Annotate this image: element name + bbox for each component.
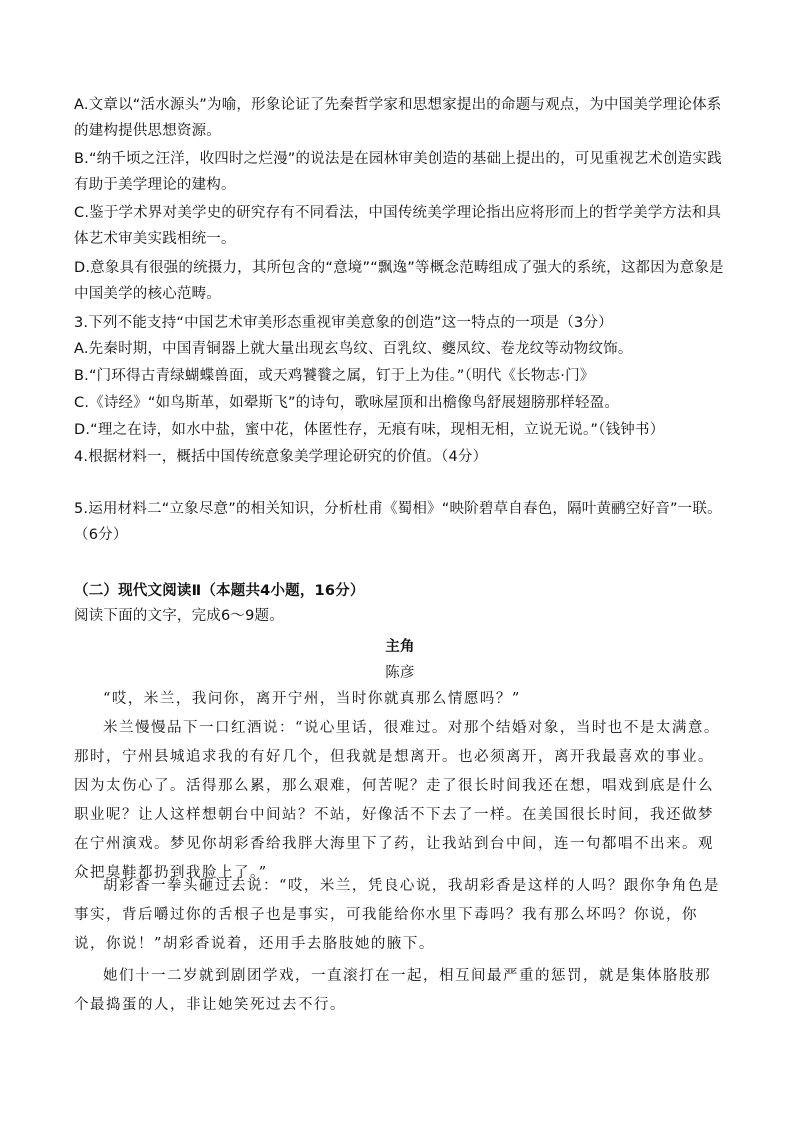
- story-paragraph: 胡彩香一拳头砸过去说：“哎，米兰，凭良心说，我胡彩香是这样的人吗？跟你争角色是事实，背后嚼过你的舌根子也是事实，可我能给你水里下毒吗？我有那么坏吗？你说，你说，你说！”胡彩香说着，还用手去胳肢她的腋下。: [74, 878, 720, 952]
- story-paragraph: “哎，米兰，我问你，离开宁州，当时你就真那么情愿吗？”: [103, 691, 521, 707]
- question-5: 5.运用材料二“立象尽意”的相关知识，分析杜甫《蜀相》“映阶碧草自春色，隔叶黄鹂空好音”一联。（6分）: [74, 501, 722, 543]
- story-paragraph: 米兰慢慢品下一口红酒说：“说心里话，很难过。对那个结婚对象，当时也不是太满意。那时，宁州县城追求我的有好几个，但我就是想离开。也必须离开，离开我最喜欢的事业。因为太伤心了。活得那么累，那么艰难，何苦呢？走了很长时间我还在想，唱戏到底是什么职业呢？让人这样想朝台中间站？不站，好像活不下去了一样。在美国很长时间，我还做梦在宁州演戏。梦见你胡彩香给我胖大海里下了药，让我站到台中间，连一句都唱不出来。观众把臭鞋都扔到我脸上了。”: [74, 720, 720, 881]
- option-d: D.意象具有很强的统摄力，其所包含的“意境”“飘逸”等概念范畴组成了强大的系统，这都因为意象是中国美学的核心范畴。: [74, 260, 724, 302]
- option-c: C.鉴于学术界对美学史的研究存有不同看法，中国传统美学理论指出应将形而上的哲学美学方法和具体艺术审美实践相统一。: [74, 205, 722, 247]
- option-a: A.文章以“活水源头”为喻，形象论证了先秦哲学家和思想家提出的命题与观点，为中国美学理论体系的建构提供思想资源。: [74, 97, 722, 139]
- question-3-option-b: B.“门环得古青绿蝴蝶兽面，或天鸡饕餮之属，钉于上为佳。”（明代《长物志·门》: [74, 368, 595, 384]
- section-heading: （二）现代文阅读Ⅱ（本题共4小题，16分）: [74, 583, 365, 599]
- question-4: 4.根据材料一，概括中国传统意象美学理论研究的价值。（4分）: [74, 449, 488, 465]
- question-3-option-d: D.“理之在诗，如水中盐，蜜中花，体匿性存，无痕有味，现相无相，立说无说。”（钱钟书）: [74, 422, 665, 438]
- story-paragraph: 她们十一二岁就到剧团学戏，一直滚打在一起，相互间最严重的惩罚，就是集体胳肢那个最捣蛋的人，非让她笑死过去不行。: [74, 968, 711, 1013]
- question-3-option-a: A.先秦时期，中国青铜器上就大量出现玄鸟纹、百乳纹、夔凤纹、卷龙纹等动物纹饰。: [74, 341, 633, 357]
- option-b: B.“纳千顷之汪洋，收四时之烂漫”的说法是在园林审美创造的基础上提出的，可见重视艺术创造实践有助于美学理论的建构。: [74, 151, 722, 193]
- question-3: 3.下列不能支持“中国艺术审美形态重视审美意象的创造”这一特点的一项是（3分）: [74, 315, 613, 331]
- question-3-option-c: C.《诗经》“如鸟斯革，如翚斯飞”的诗句，歌咏屋顶和出檐像鸟舒展翅膀那样轻盈。: [74, 395, 620, 411]
- story-title: 主角: [385, 638, 415, 655]
- section-instruction: 阅读下面的文字，完成6～9题。: [74, 608, 284, 624]
- story-author: 陈彦: [385, 665, 415, 681]
